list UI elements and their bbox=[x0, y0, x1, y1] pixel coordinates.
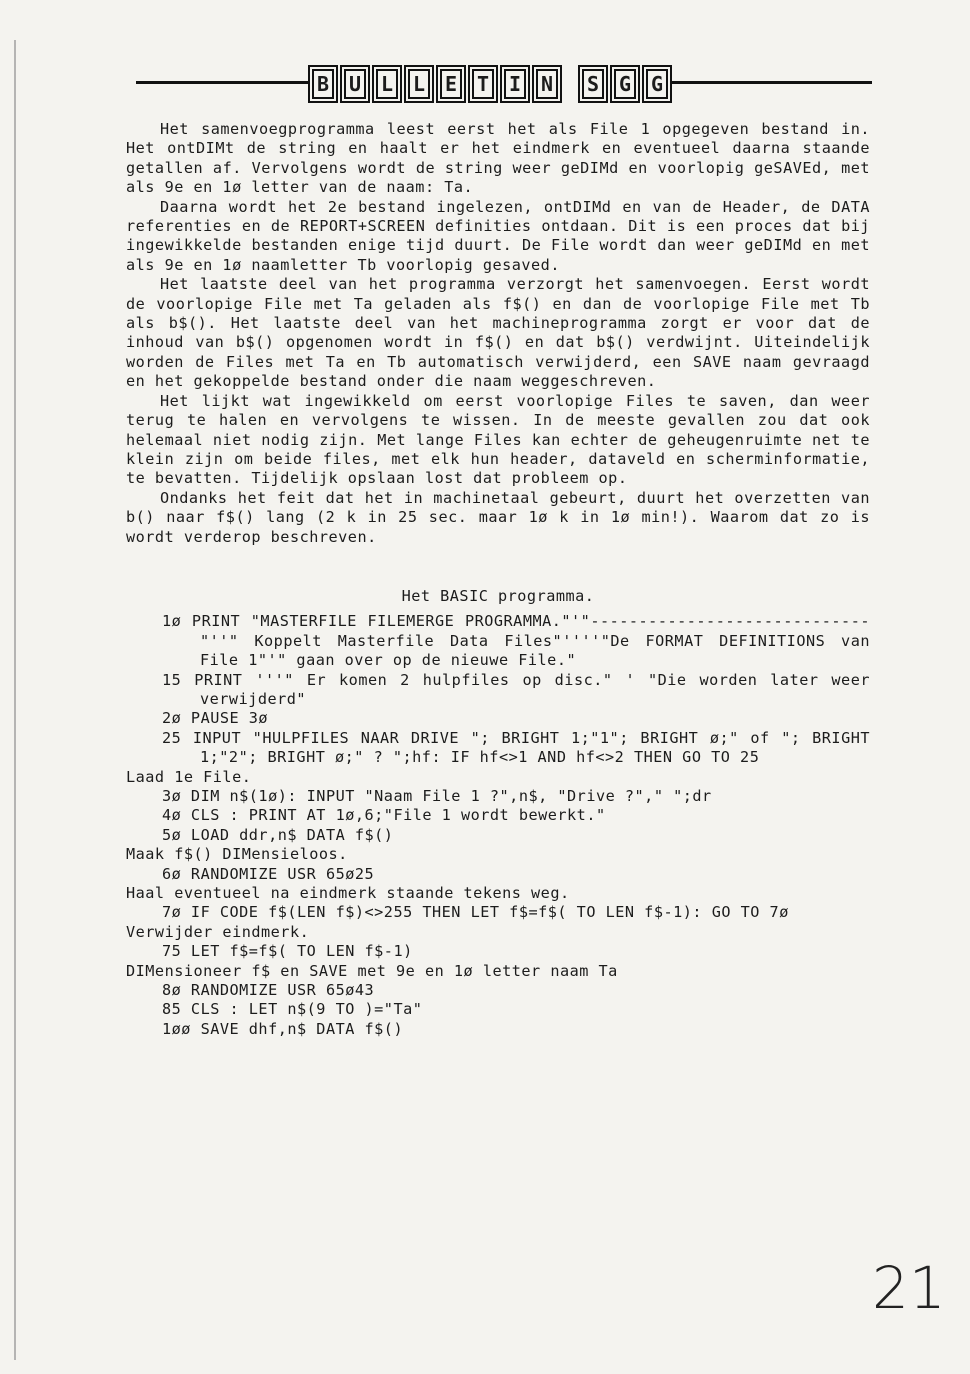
code-line: 3ø DIM n$(1ø): INPUT "Naam File 1 ?",n$, "Drive ?"," ";dr bbox=[162, 787, 712, 805]
header-letter: I bbox=[500, 65, 530, 103]
header-letter: B bbox=[308, 65, 338, 103]
code-line: 7ø IF CODE f$(LEN f$)<>255 THEN LET f$=f$( TO LEN f$-1): GO TO 7ø bbox=[162, 903, 789, 922]
header-rule-left bbox=[136, 81, 308, 84]
code-line: 85 CLS : LET n$(9 TO )="Ta" bbox=[162, 1000, 423, 1019]
paragraph: Daarna wordt het 2e bestand ingelezen, ontDIMd en van de Header, de DATA referenties en de REPORT+SCREEN definities ontdaan. Dit is een proces dat bij ingewikkelde bestanden enige tijd duurt. De File wordt dan weer geDIMd en met als 9e en 1ø naamletter Tb voorlopig gesaved. bbox=[126, 197, 870, 274]
page-number: 21 bbox=[872, 1254, 946, 1322]
code-line: 15 PRINT '''" Er komen 2 hulpfiles op disc." ' "Die worden later weer verwijderd" bbox=[162, 670, 880, 708]
code-line: 6ø RANDOMIZE USR 65ø25 bbox=[162, 864, 375, 883]
header-letter: S bbox=[578, 65, 608, 103]
paragraph: Het lijkt wat ingewikkeld om eerst voorlopige Files te saven, dan weer terug te halen en vervolgens te wissen. In de meeste gevallen zou dat ook helemaal niet nodig zijn. Met lange Files kan echter de geheugenruimte net te klein zijn om beide files, met elk hun header, dataveld en scherminformatie, te bevatten. Tijdelijk opslaan lost dat probleem op. bbox=[126, 391, 870, 488]
header-letter: E bbox=[436, 65, 466, 103]
code-line: 4ø CLS : PRINT AT 1ø,6;"File 1 wordt bewerkt." bbox=[162, 806, 606, 825]
code-line: 5ø LOAD ddr,n$ DATA f$() bbox=[162, 825, 394, 844]
code-comment: Maak f$() DIMensieloos. bbox=[126, 845, 348, 864]
code-line: 1øø SAVE dhf,n$ DATA f$() bbox=[162, 1019, 404, 1038]
code-comment: Verwijder eindmerk. bbox=[126, 922, 310, 941]
paragraph: Het samenvoegprogramma leest eerst het als File 1 opgegeven bestand in. Het ontDIMt de string en haalt er het eindmerk en eventueel daarna staande getallen af. Vervolgens wordt de string weer geDIMd en voorlopig geSAVEd, met als 9e en 1ø letter van de naam: Ta. bbox=[126, 120, 870, 197]
paragraph: Ondanks het feit dat het in machinetaal gebeurt, duurt het overzetten van b() naar f$() lang (2 k in 25 sec. maar 1ø k in 1ø min!). Waarom dat zo is wordt verderop beschreven. bbox=[126, 488, 870, 546]
header-letter: L bbox=[372, 65, 402, 103]
paragraph: Het laatste deel van het programma verzorgt het samenvoegen. Eerst wordt de voorlopige File met Ta geladen als f$() en dan de voorlopige File met Tb als b$(). Het laatste deel van het machineprogramma zorgt er voor dat de inhoud van b$() opgenomen wordt in f$() en dat b$() verdwijnt. Uiteindelijk worden de Files met Ta en Tb automatisch verwijderd, een SAVE naam gevraagd en het gekoppelde bestand onder die naam weggeschreven. bbox=[126, 275, 870, 391]
bulletin-header-logo bbox=[308, 64, 672, 104]
code-comment: Laad 1e File. bbox=[126, 767, 252, 786]
header-letter: G bbox=[610, 65, 640, 103]
code-line: 2ø PAUSE 3ø bbox=[162, 709, 269, 728]
header-letter: U bbox=[340, 65, 370, 103]
header-letter: L bbox=[404, 65, 434, 103]
article-body bbox=[126, 120, 880, 1039]
margin-rule bbox=[14, 40, 16, 1360]
header-rule-right bbox=[662, 81, 872, 84]
header-letter: N bbox=[532, 65, 562, 103]
code-comment: Haal eventueel na eindmerk staande tekens weg. bbox=[126, 884, 570, 903]
code-line: 75 LET f$=f$( TO LEN f$-1) bbox=[162, 942, 413, 961]
code-line: 1ø PRINT "MASTERFILE FILEMERGE PROGRAMMA."'"-----------------------------"''" Koppelt Masterfile Data Files"''''"De FORMAT DEFINITIONS van File 1"'" gaan over op de nieuwe File." bbox=[162, 612, 880, 670]
header-letter: T bbox=[468, 65, 498, 103]
code-line: 8ø RANDOMIZE USR 65ø43 bbox=[162, 981, 375, 1000]
code-line: 25 INPUT "HULPFILES NAAR DRIVE "; BRIGHT 1;"1"; BRIGHT ø;" of "; BRIGHT 1;"2"; BRIGHT ø;" ? ";hf: IF hf<>1 AND hf<>2 THEN GO TO 25 bbox=[162, 728, 880, 767]
section-title: Het BASIC programma. bbox=[401, 586, 595, 605]
header-letter: G bbox=[642, 65, 672, 103]
basic-program-listing bbox=[126, 612, 880, 1039]
code-comment: DIMensioneer f$ en SAVE met 9e en 1ø letter naam Ta bbox=[126, 961, 618, 980]
